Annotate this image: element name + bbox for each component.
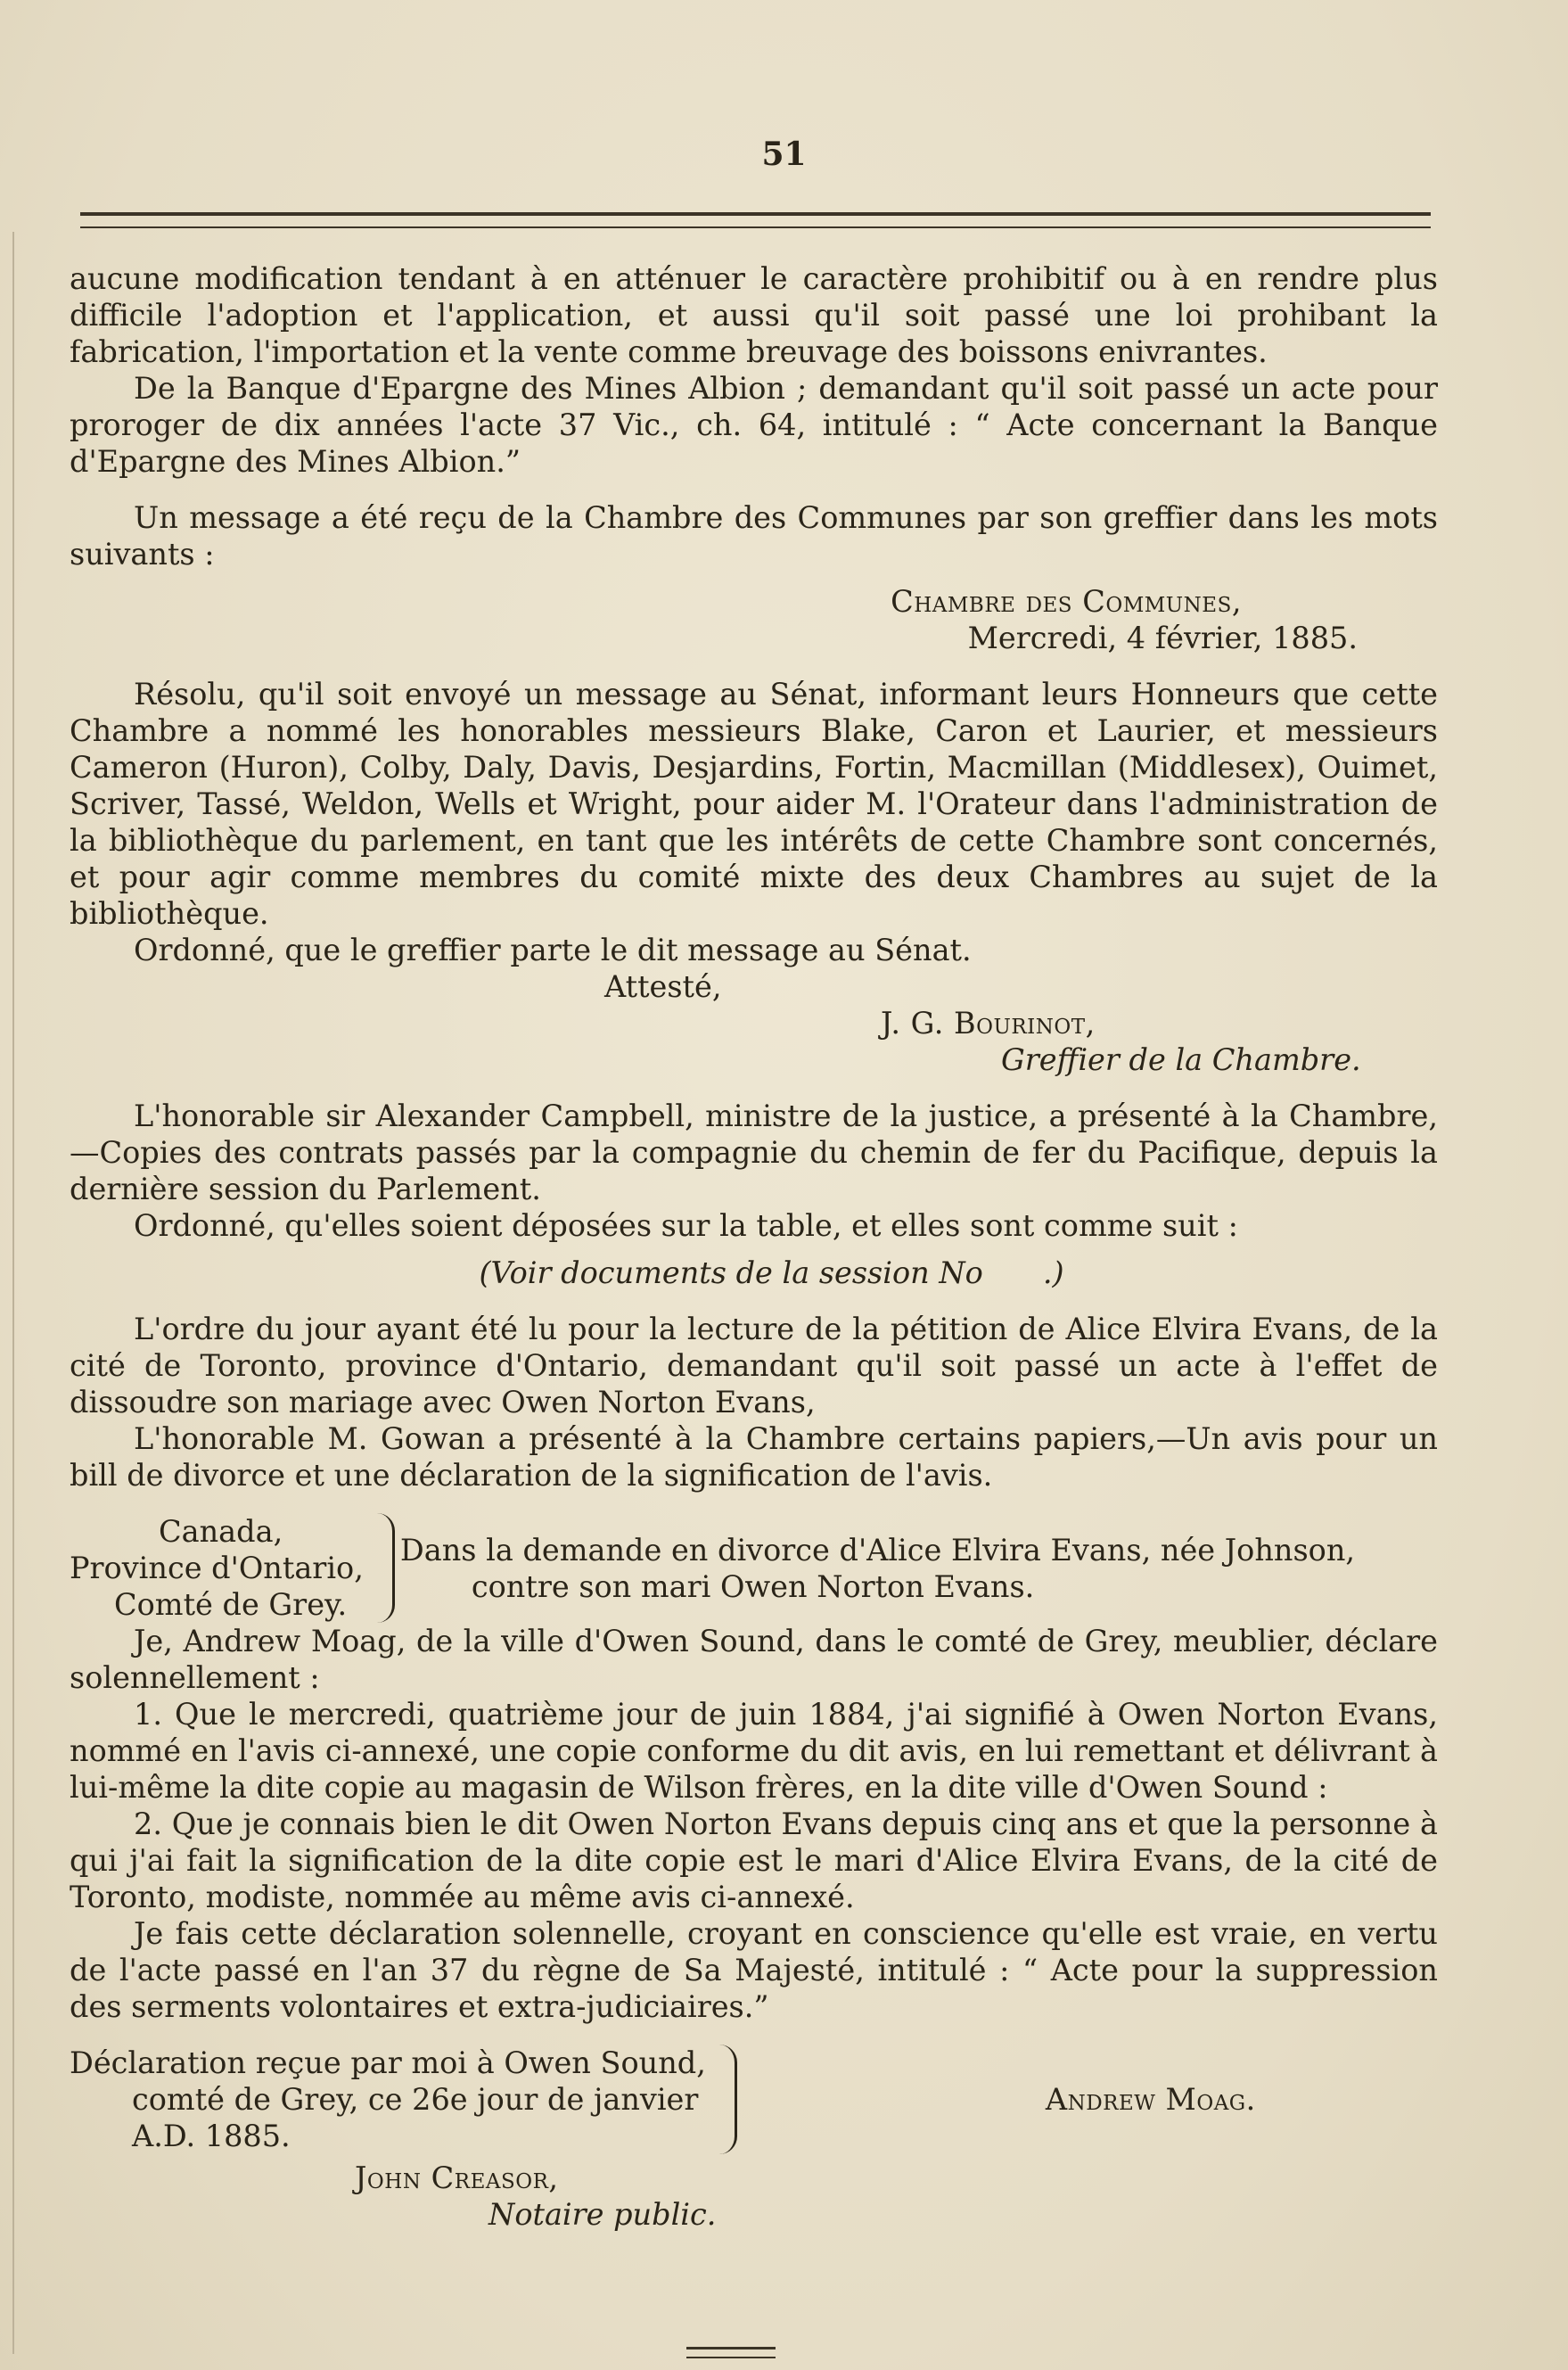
- paragraph: Ordonné, que le greffier parte le dit message au Sénat.: [134, 933, 972, 967]
- venue-line: Canada,: [159, 1514, 283, 1549]
- paragraph: L'honorable M. Gowan a présenté à la Chambre certains papiers,—Un avis pour un bill de divorce et une déclaration de la signification de l'avis.: [70, 1421, 1438, 1493]
- venue-block: [70, 1513, 1438, 1623]
- declaration-line: Déclaration reçue par moi à Owen Sound,: [70, 2045, 706, 2080]
- brace: [711, 2045, 737, 2154]
- header-rule: [80, 212, 1431, 228]
- venue-line: Province d'Ontario,: [70, 1551, 364, 1585]
- paragraph: aucune modification tendant à en atténuer le caractère prohibitif ou à en rendre plus difficile l'adoption et l'application, et aussi qu'il soit passé une loi prohibant la fabrication, l'importation et la vente comme breuvage des boissons enivrantes.: [70, 261, 1438, 369]
- notary-name: John Creasor,: [355, 2160, 559, 2195]
- footer-rule: [686, 2347, 776, 2358]
- binding-edge: [12, 232, 14, 2354]
- paragraph: 2. Que je connais bien le dit Owen Norton Evans depuis cinq ans et que la personne à qui j'ai fait la signification de la dite copie est le mari d'Alice Elvira Evans, de la cité de Toronto, modiste, nommée au même avis ci-annexé.: [70, 1806, 1438, 1914]
- message-heading: Chambre des Communes,: [891, 584, 1242, 619]
- declaration-block: [70, 2045, 1438, 2154]
- paragraph: De la Banque d'Epargne des Mines Albion ; demandant qu'il soit passé un acte pour proroger de dix années l'acte 37 Vic., ch. 64, intitulé : “ Acte concernant la Banque d'Epargne des Mines Albion.”: [70, 371, 1438, 479]
- declaration-line: comté de Grey, ce 26e jour de janvier: [132, 2082, 699, 2117]
- paragraph: L'honorable sir Alexander Campbell, ministre de la justice, a présenté à la Chambre,—Copies des contrats passés par la compagnie du chemin de fer du Pacifique, depuis la dernière session du Parlement.: [70, 1099, 1438, 1206]
- venue-text: [400, 1513, 1355, 1623]
- venue-text-line: contre son mari Owen Norton Evans.: [471, 1568, 1035, 1604]
- signatory-name: J. G. Bourinot,: [881, 1006, 1096, 1041]
- page-body: [70, 260, 1438, 2233]
- declaration-lines: [70, 2045, 706, 2154]
- declarant-signature: Andrew Moag.: [1045, 2082, 1256, 2117]
- attestation: Attesté,: [604, 969, 722, 1004]
- paragraph: Ordonné, qu'elles soient déposées sur la table, et elles sont comme suit :: [134, 1208, 1238, 1243]
- message-date: Mercredi, 4 février, 1885.: [967, 621, 1358, 655]
- notary-title: Notaire public.: [488, 2197, 717, 2232]
- paragraph: L'ordre du jour ayant été lu pour la lecture de la pétition de Alice Elvira Evans, de la cité de Toronto, province d'Ontario, demandant qu'il soit passé un acte à l'effet de dissoudre son mariage avec Owen Norton Evans,: [70, 1312, 1438, 1420]
- brace: [369, 1513, 395, 1623]
- venue-text-line: Dans la demande en divorce d'Alice Elvira Evans, née Johnson,: [399, 1532, 1356, 1568]
- paragraph: Résolu, qu'il soit envoyé un message au Sénat, informant leurs Honneurs que cette Chambre a nommé les honorables messieurs Blake, Caron et Laurier, et messieurs Cameron (Huron), Colby, Daly, Davis, Desjardins, Fortin, Macmillan (Middlesex), Ouimet, Scriver, Tassé, Weldon, Wells et Wright, pour aider M. l'Orateur dans l'administration de la bibliothèque du parlement, en tant que les intérêts de cette Chambre sont concernés, et pour agir comme membres du comité mixte des deux Chambres au sujet de la bibliothèque.: [70, 677, 1438, 931]
- venue-lines: [70, 1513, 364, 1623]
- paragraph: Je, Andrew Moag, de la ville d'Owen Sound, dans le comté de Grey, meublier, déclare solennellement :: [70, 1624, 1438, 1695]
- page-number: 51: [761, 136, 807, 173]
- paragraph: 1. Que le mercredi, quatrième jour de juin 1884, j'ai signifié à Owen Norton Evans, nommé en l'avis ci-annexé, une copie conforme du dit avis, en lui remettant et délivrant à lui-même la dite copie au magasin de Wilson frères, en la dite ville d'Owen Sound :: [70, 1697, 1438, 1805]
- venue-line: Comté de Grey.: [114, 1587, 348, 1622]
- document-reference: (Voir documents de la session No .): [479, 1255, 1064, 1290]
- declaration-line: A.D. 1885.: [132, 2119, 291, 2153]
- paragraph: Un message a été reçu de la Chambre des Communes par son greffier dans les mots suivants :: [70, 500, 1438, 572]
- signatory-title: Greffier de la Chambre.: [1001, 1042, 1361, 1077]
- signature-col: [743, 2045, 1256, 2154]
- paragraph: Je fais cette déclaration solennelle, croyant en conscience qu'elle est vraie, en vertu de l'acte passé en l'an 37 du règne de Sa Majesté, intitulé : “ Acte pour la suppression des serments volontaires et extra-judiciaires.”: [70, 1916, 1438, 2024]
